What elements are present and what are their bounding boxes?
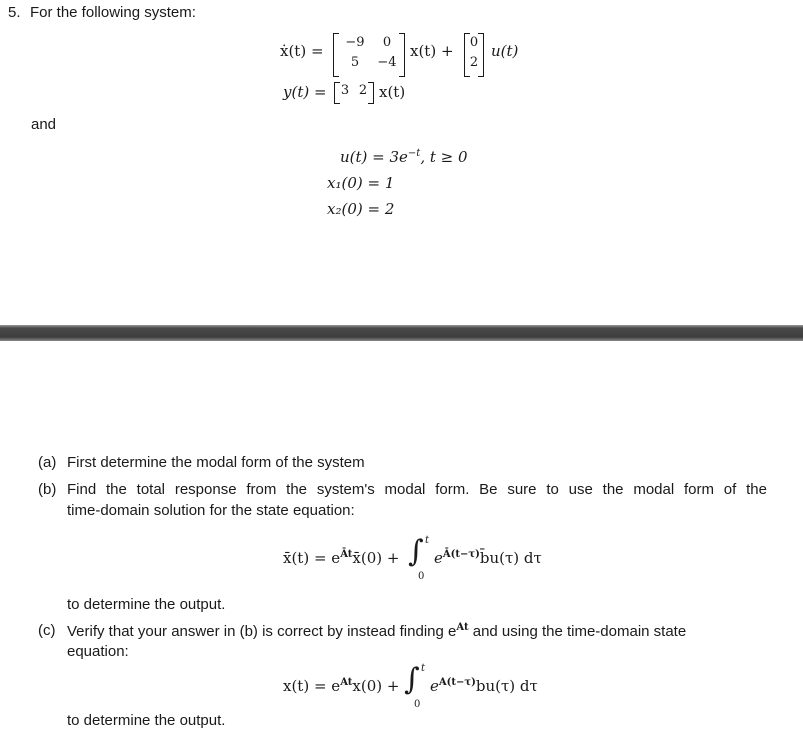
part-c-after: to determine the output. — [67, 712, 226, 729]
part-c-line1-end: and using the time-domain state — [468, 623, 687, 640]
state-eq-mid: x(t) + — [410, 42, 454, 60]
part-b-lower-limit: 0 — [418, 571, 425, 582]
part-c-equation — [283, 677, 399, 695]
output-eq-lhs: y(t) = — [283, 83, 327, 101]
part-b-eq-mid: x̄(0) + — [352, 549, 400, 567]
input-definition-condition: , t ≥ 0 — [420, 148, 468, 166]
and-label: and — [31, 116, 57, 133]
input-definition-exponent: −t — [407, 148, 421, 159]
c-matrix-1: 3 — [340, 83, 350, 98]
part-b-eq-lhs: x̄(t) = e — [283, 549, 341, 567]
problem-intro: For the following system: — [30, 4, 196, 21]
part-a-text: First determine the modal form of the system — [67, 454, 365, 471]
part-c-eq-exp1: At — [340, 677, 353, 688]
part-b-line2: time-domain solution for the state equation: — [67, 502, 355, 519]
problem-number: 5. — [8, 4, 21, 21]
part-c-line1-start: Verify that your answer in (b) is correct by instead finding e — [67, 623, 457, 640]
x2-initial-condition: x₂(0) = 2 — [327, 200, 395, 218]
part-c-integrand: $e^{A(t-\tau)}bu(\tau)$ dτ — [430, 677, 538, 695]
part-b-eq-exp2: Ā(t−τ) — [442, 549, 480, 560]
part-c-label: (c) — [38, 622, 56, 639]
c-matrix — [334, 82, 374, 102]
state-eq-lhs: ẋ(t) = — [280, 42, 324, 60]
part-b-eq-exp1: Āt — [340, 549, 353, 560]
part-c-eq-mid: x(0) + — [352, 677, 400, 695]
part-c-eq-tail: bu(τ) dτ — [475, 677, 538, 695]
part-b-after: to determine the output. — [67, 596, 226, 613]
part-c-eq-lhs: x(t) = e — [283, 677, 341, 695]
part-c-line1 — [67, 622, 686, 640]
part-b-label: (b) — [38, 481, 57, 498]
part-c-line2: equation: — [67, 643, 129, 660]
input-definition — [340, 148, 468, 166]
state-eq-rhs: u(t) — [491, 42, 519, 60]
c-matrix-2: 2 — [358, 83, 368, 98]
part-c-eq-exp2: A(t−τ) — [438, 677, 476, 688]
part-b-equation — [283, 549, 399, 567]
part-c-upper-limit: t — [421, 663, 426, 674]
part-c-line1-exp: At — [456, 622, 469, 633]
a-matrix-22: −4 — [377, 55, 397, 70]
b-matrix — [464, 33, 484, 75]
page-divider — [0, 325, 803, 341]
part-c-integral-sign: ∫ — [404, 662, 420, 697]
part-c-lower-limit: 0 — [414, 699, 421, 710]
part-b-line1: Find the total response from the system's modal form. Be sure to use the modal form of the — [67, 481, 767, 498]
b-matrix-1: 0 — [469, 35, 479, 50]
part-b-integral-sign: ∫ — [408, 534, 424, 569]
a-matrix-21: 5 — [350, 55, 360, 70]
part-a-label: (a) — [38, 454, 57, 471]
a-matrix — [333, 33, 405, 75]
part-b-eq-tail: b̄u(τ) dτ — [479, 549, 542, 567]
part-b-integrand: $e^{Ā(t-\tau)}b̄u(\tau)$ dτ — [434, 549, 542, 567]
a-matrix-11: −9 — [345, 35, 365, 50]
part-b-upper-limit: t — [425, 535, 430, 546]
input-definition-base: u(t) = 3e — [340, 148, 408, 166]
a-matrix-12: 0 — [382, 35, 392, 50]
b-matrix-2: 2 — [469, 55, 479, 70]
x1-initial-condition: x₁(0) = 1 — [327, 174, 395, 192]
output-eq-rhs: x(t) — [379, 83, 406, 101]
